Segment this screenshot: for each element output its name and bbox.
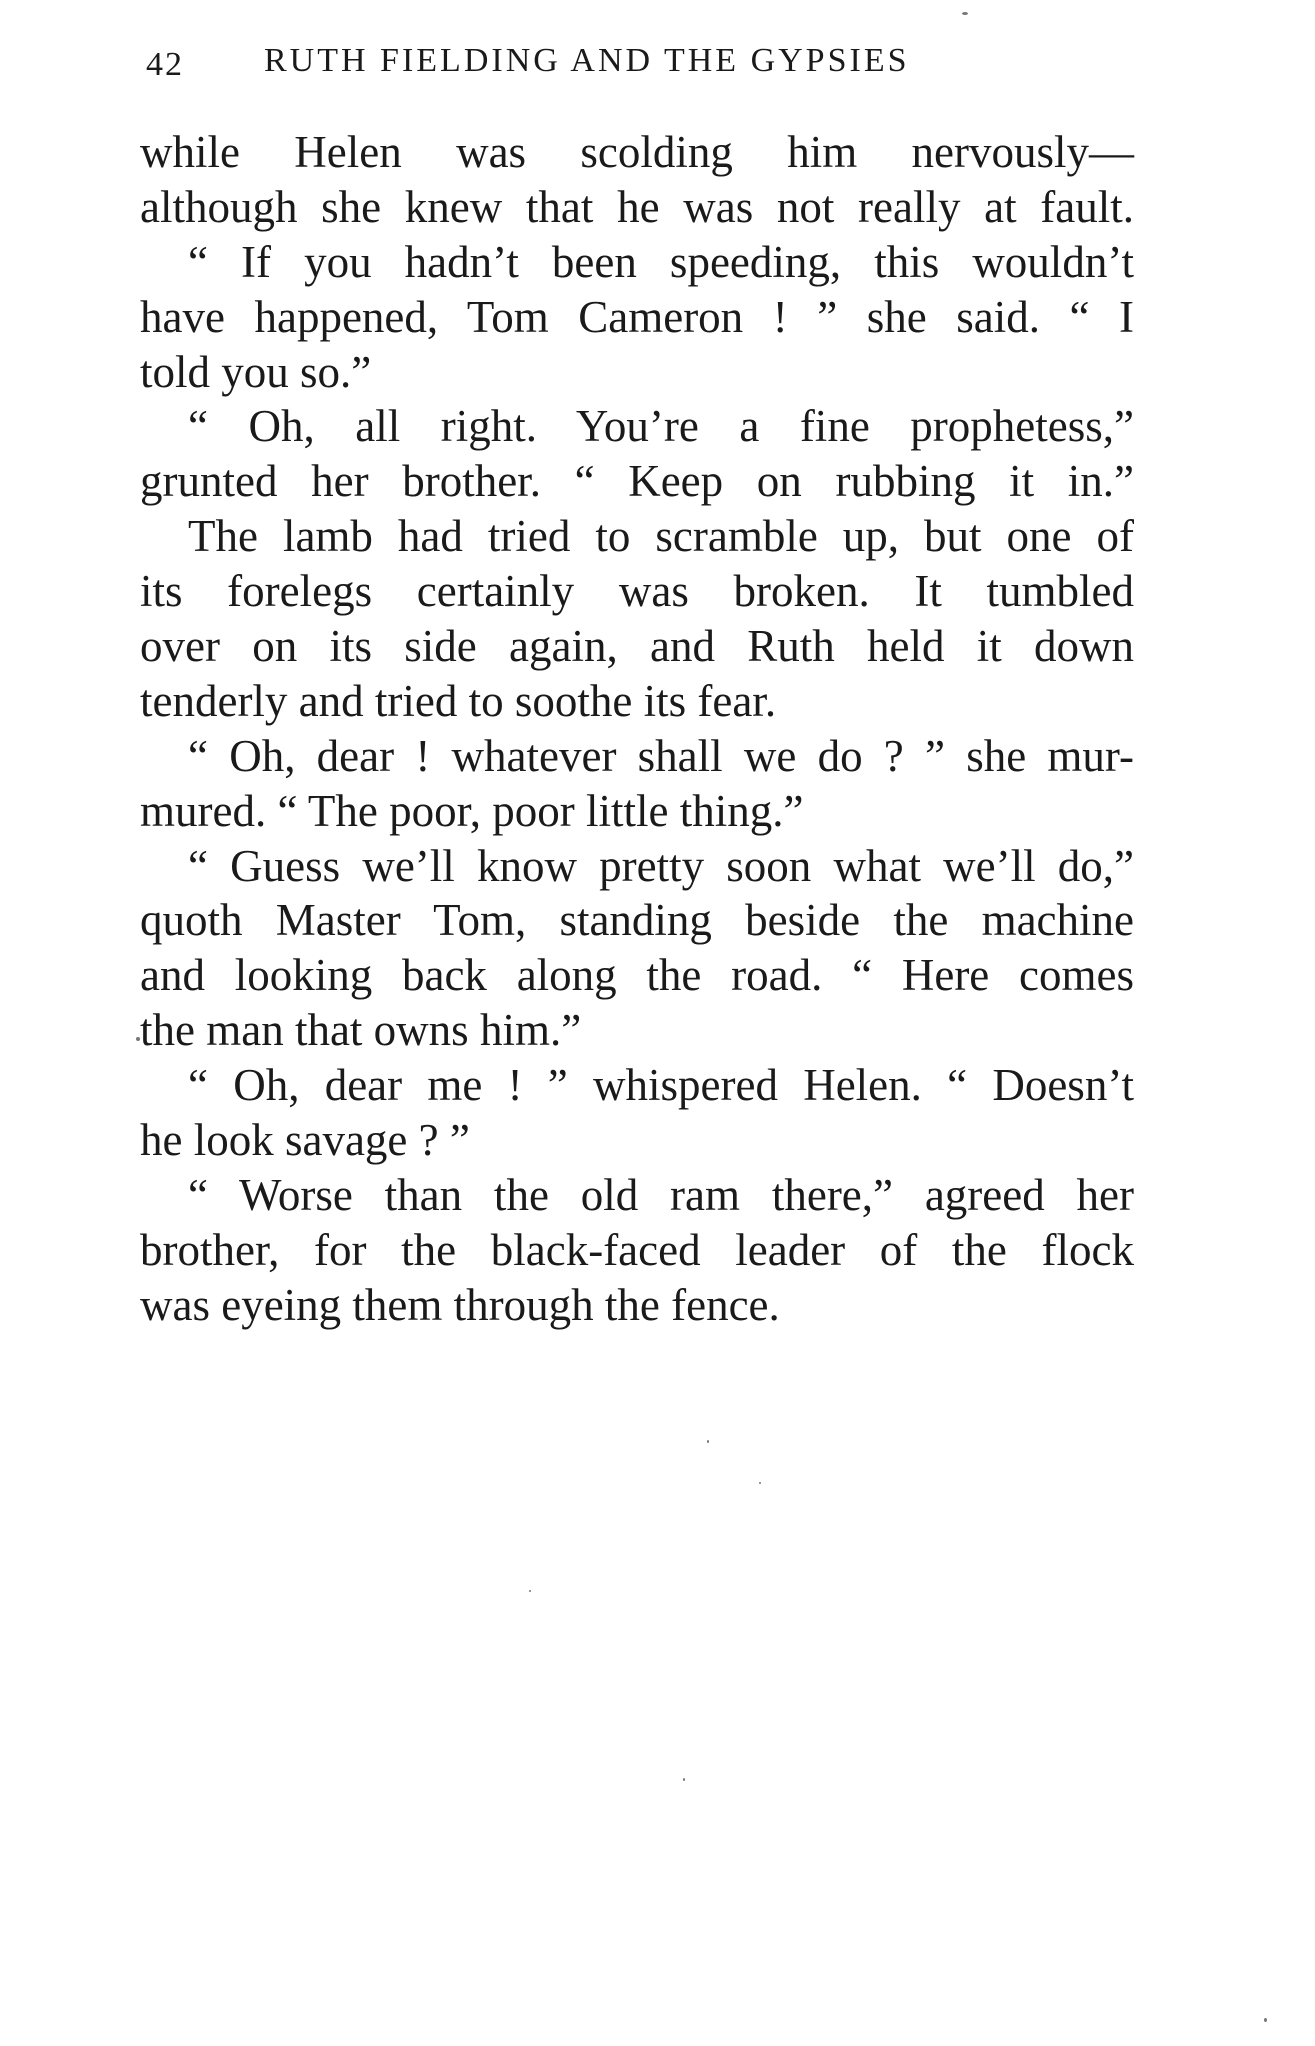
scan-speck xyxy=(962,12,968,15)
text-line: “ If you hadn’t been speeding, this wouldn’t xyxy=(188,236,1134,287)
scan-speck xyxy=(136,1037,140,1041)
page-number: 42 xyxy=(146,46,184,83)
text-line: “ Guess we’ll know pretty soon what we’ll do,” xyxy=(188,840,1134,891)
scan-speck xyxy=(759,1482,761,1484)
body-text xyxy=(140,125,1134,1333)
text-line: tenderly and tried to soothe its fear. xyxy=(140,675,777,726)
text-line: grunted her brother. “ Keep on rubbing it in.” xyxy=(140,456,1134,507)
text-line: told you so.” xyxy=(140,346,372,397)
scan-speck xyxy=(529,1590,531,1592)
text-line: have happened, Tom Cameron ! ” she said. “ I xyxy=(140,291,1134,342)
text-line: and looking back along the road. “ Here comes xyxy=(140,950,1134,1001)
page-header xyxy=(140,42,1130,88)
scan-speck xyxy=(707,1440,709,1443)
text-line: mured. “ The poor, poor little thing.” xyxy=(140,785,804,836)
text-line: its forelegs certainly was broken. It tumbled xyxy=(140,566,1134,617)
scan-speck xyxy=(683,1778,685,1781)
text-line: he look savage ? ” xyxy=(140,1115,470,1166)
running-title: RUTH FIELDING AND THE GYPSIES xyxy=(264,42,910,79)
text-line: brother, for the black-faced leader of the flock xyxy=(140,1224,1134,1275)
text-line: while Helen was scolding him nervously— xyxy=(140,127,1134,177)
text-line: “ Oh, all right. You’re a fine prophetess,” xyxy=(188,401,1134,452)
text-line: the man that owns him.” xyxy=(140,1005,582,1056)
text-line: “ Oh, dear me ! ” whispered Helen. “ Doesn’t xyxy=(188,1060,1134,1111)
text-line: “ Oh, dear ! whatever shall we do ? ” she mur- xyxy=(188,730,1134,781)
text-line: was eyeing them through the fence. xyxy=(140,1279,780,1330)
text-line: quoth Master Tom, standing beside the machine xyxy=(140,895,1134,946)
text-line: over on its side again, and Ruth held it down xyxy=(140,621,1134,672)
text-line: The lamb had tried to scramble up, but one of xyxy=(188,511,1134,562)
scan-speck xyxy=(1264,2018,1267,2022)
text-line: although she knew that he was not really at fault. xyxy=(140,181,1134,232)
text-line: “ Worse than the old ram there,” agreed her xyxy=(188,1169,1134,1220)
